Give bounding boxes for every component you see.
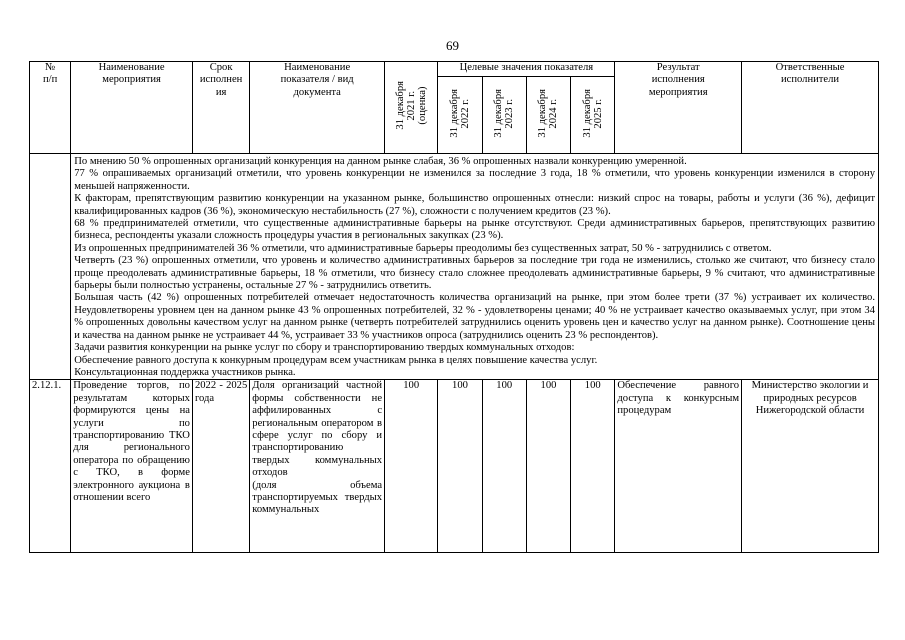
row-value-2022: 100 [438,380,482,553]
header-event: Наименование мероприятия [71,62,193,154]
narrative-cell [71,154,879,380]
row-value-2024: 100 [526,380,570,553]
row-indicator [250,380,385,553]
narrative-p4: 68 % предпринимателей отметили, что существенные административные барьеры на рынке отсутствуют. Среди административных барьеров, препятствующих развитию бизнеса, респонденты указали сложность процедуры участия в региональных закупках (23 %). [74,218,875,242]
header-row-1 [30,62,879,77]
narrative-p10: Консультационная поддержка участников рынка. [74,366,296,378]
row-num: 2.12.1. [30,380,71,553]
narrative-p5: Из опрошенных предпринимателей 36 % отметили, что административные барьеры преодолимы без существенных затрат, 50 % - затруднились с ответом. [74,242,772,254]
narrative-blank [30,154,71,380]
header-2025-cell [571,77,615,154]
header-2025: 31 декабря 2025 г. [581,88,604,138]
row-responsible: Министерство экологии и природных ресурсов Нижегородской области [742,380,879,553]
narrative-p9: Обеспечение равного доступа к конкурным процедурам всем участникам рынка в целях повышение качества услуг. [74,354,598,366]
header-2024: 31 декабря 2024 г. [537,88,560,138]
header-2022: 31 декабря 2022 г. [448,88,471,138]
row-indicator-main: Доля организаций частной формы собственности не аффилированных с региональным оператором в сфере услуг по сбору и транспортированию твердых коммунальных отходов [252,380,383,479]
header-target-group: Целевые значения показателя [438,62,615,77]
narrative-p3: К факторам, препятствующим развитию конкуренции на указанном рынке, большинство опрошенных отнесли: низкий спрос на товары, работы и услуги (36 %), дефицит квалифицированных кадров (36 %), экономическую нестабильность (27 %), сложности с получением кредитов (23 %). [74,193,875,217]
header-num: № п/п [30,62,71,154]
header-2022-cell [438,77,482,154]
row-value-2025: 100 [571,380,615,553]
narrative-p2: 77 % опрашиваемых организаций отметили, что уровень конкуренции не изменился за последние 3 года, 18 % отметили, что уровень конкуренции изменился в сторону меньшей напряженности. [74,168,875,192]
header-indicator: Наименование показателя / вид документа [250,62,385,154]
header-result: Результат исполнения мероприятия [615,62,742,154]
narrative-p6: Четверть (23 %) опрошенных отметили, что уровень и количество административных барьеров за последние три года не изменились, столько же считают, что бизнесу стало проще преодолевать административные барьеры, 18 % отметили, что бизнесу стало сложнее преодолевать административные барьеры, 9 % считают, что административные барьеры были полностью устранены, остальные 27 % - затруднились ответить. [74,255,875,292]
table-row [30,380,879,553]
row-term: 2022 - 2025 года [192,380,249,553]
narrative-p7: Большая часть (42 %) опрошенных потребителей отмечает недостаточность количества организаций на рынке, при этом более трети (37 %) устраивает их количество. Неудовлетворены уровнем цен на данном рынке 43 % опрошенных потребителей, 32 % - удовлетворены ценами; 40 % не устраивает качество оказываемых услуг, при этом 34 % опрошенных довольны качеством услуг на данном рынке (четверть потребителей затруднились оценить уровень цен и качество услуг на данном рынке). Соотношение цены и качества на данном рынке не устраивает 44 %, устраивает 33 % участников опроса (затруднились оценить 23 % респондентов). [74,292,875,341]
header-responsible: Ответственные исполнители [742,62,879,154]
header-2021-cell [385,62,438,154]
row-event: Проведение торгов, по результатам которых формируются цены на услуги по транспортированию ТКО для регионального оператора по обращению с ТКО, в форме электронного аукциона в отношении всего [71,380,193,553]
row-result: Обеспечение равного доступа к конкурсным процедурам [615,380,742,553]
narrative-p8: Задачи развития конкуренции на рынке услуг по сбору и транспортированию твердых коммунальных отходов: [74,342,575,354]
header-2021: 31 декабря 2021 г. (оценка) [394,80,428,130]
measures-table [29,61,879,553]
header-term: Срок исполнен ия [192,62,249,154]
row-value-2021: 100 [385,380,438,553]
header-2023-cell [482,77,526,154]
page-number: 69 [446,38,459,53]
row-indicator-sub: (доля объема транспортируемых твердых коммунальных [252,479,383,516]
row-value-2023: 100 [482,380,526,553]
header-2023: 31 декабря 2023 г. [493,88,516,138]
narrative-row [30,154,879,380]
header-2024-cell [526,77,570,154]
narrative-p1: По мнению 50 % опрошенных организаций конкуренция на данном рынке слабая, 36 % опрошенных назвали конкуренцию умеренной. [74,156,687,167]
